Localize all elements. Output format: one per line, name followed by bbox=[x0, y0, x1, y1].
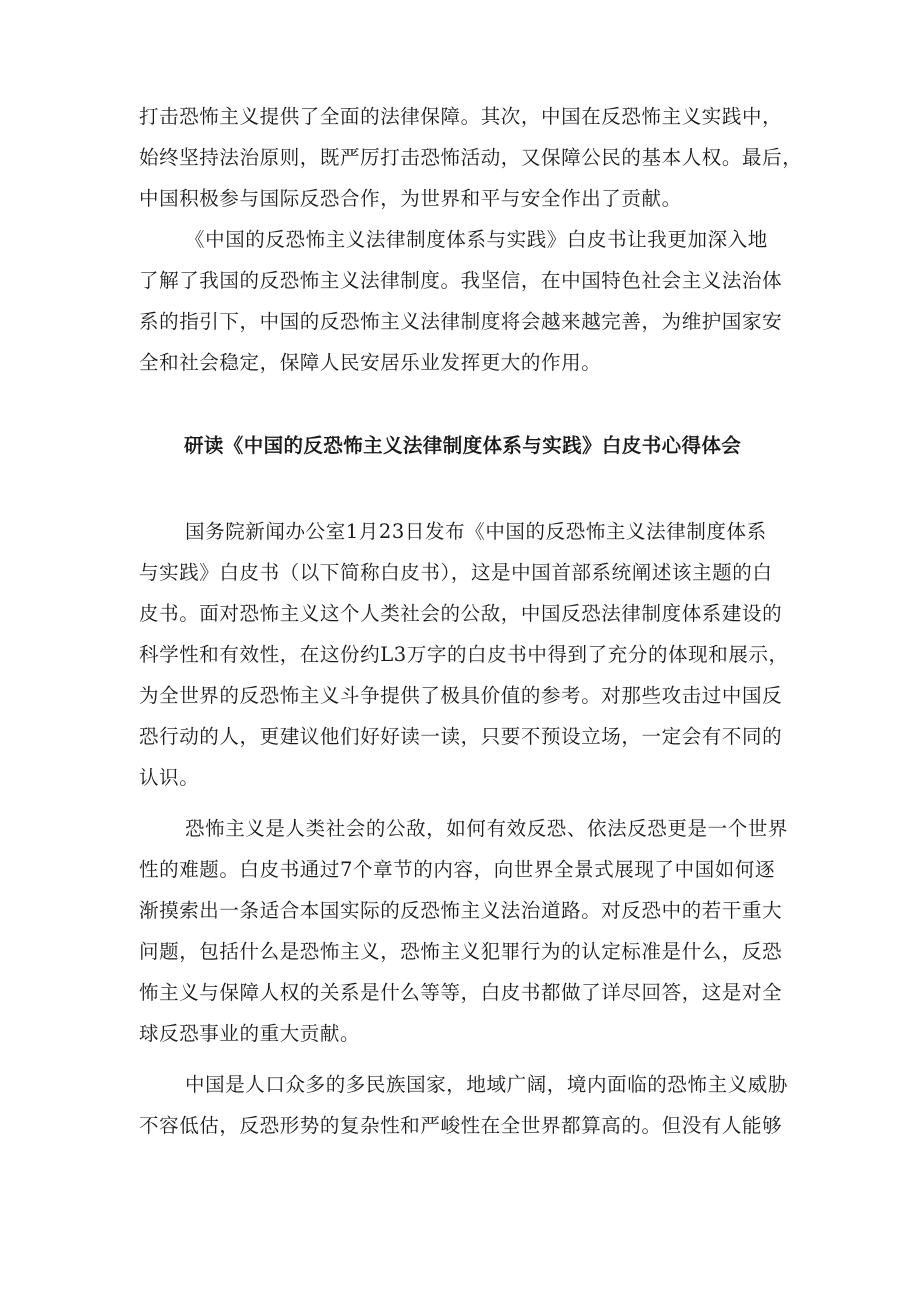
text-line: 科学性和有效性，在这份约L3万字的白皮书中得到了充分的体现和展示， bbox=[139, 643, 789, 666]
text-line: 球反恐事业的重大贡献。 bbox=[139, 1022, 361, 1045]
text-line: 《中国的反恐怖主义法律制度体系与实践》白皮书让我更加深入地 bbox=[185, 228, 768, 251]
text-line: 了解了我国的反恐怖主义法律制度。我坚信，在中国特色社会主义法治体 bbox=[139, 269, 783, 292]
text-line: 性的难题。白皮书通过7个章节的内容，向世界全景式展现了中国如何逐 bbox=[139, 858, 776, 881]
text-line: 与实践》白皮书（以下简称白皮书），这是中国首部系统阐述该主题的白 bbox=[139, 561, 773, 584]
text-line: 渐摸索出一条适合本国实际的反恐怖主义法治道路。对反恐中的若干重大 bbox=[139, 899, 783, 922]
article-title: 研读《中国的反恐怖主义法律制度体系与实践》白皮书心得体会 bbox=[184, 434, 742, 457]
text-line: 中国是人口众多的多民族国家，地域广阔，境内面临的恐怖主义威胁 bbox=[185, 1073, 789, 1096]
text-line: 始终坚持法治原则，既严厉打击恐怖活动，又保障公民的基本人权。最后， bbox=[139, 146, 803, 169]
text-line: 怖主义与保障人权的关系是什么等等，白皮书都做了详尽回答，这是对全 bbox=[139, 981, 783, 1004]
text-line: 皮书。面对恐怖主义这个人类社会的公敌，中国反恐法律制度体系建设的 bbox=[139, 602, 783, 625]
text-line: 国务院新闻办公室1月23日发布《中国的反恐怖主义法律制度体系 bbox=[185, 520, 767, 543]
text-line: 不容低估，反恐形势的复杂性和严峻性在全世界都算高的。但没有人能够 bbox=[139, 1114, 783, 1137]
text-line: 问题，包括什么是恐怖主义，恐怖主义犯罪行为的认定标准是什么，反恐 bbox=[139, 940, 783, 963]
text-line: 恐怖主义是人类社会的公敌，如何有效反恐、依法反恐更是一个世界 bbox=[185, 817, 789, 840]
text-line: 打击恐怖主义提供了全面的法律保障。其次，中国在反恐怖主义实践中， bbox=[139, 105, 783, 128]
text-line: 全和社会稳定，保障人民安居乐业发挥更大的作用。 bbox=[139, 351, 602, 374]
text-line: 中国积极参与国际反恐合作，为世界和平与安全作出了贡献。 bbox=[139, 187, 682, 210]
text-line: 为全世界的反恐怖主义斗争提供了极具价值的参考。对那些攻击过中国反 bbox=[139, 684, 783, 707]
text-line: 系的指引下，中国的反恐怖主义法律制度将会越来越完善，为维护国家安 bbox=[139, 310, 783, 333]
text-line: 恐行动的人，更建议他们好好读一读，只要不预设立场，一定会有不同的 bbox=[139, 725, 783, 748]
text-line: 认识。 bbox=[139, 766, 200, 789]
